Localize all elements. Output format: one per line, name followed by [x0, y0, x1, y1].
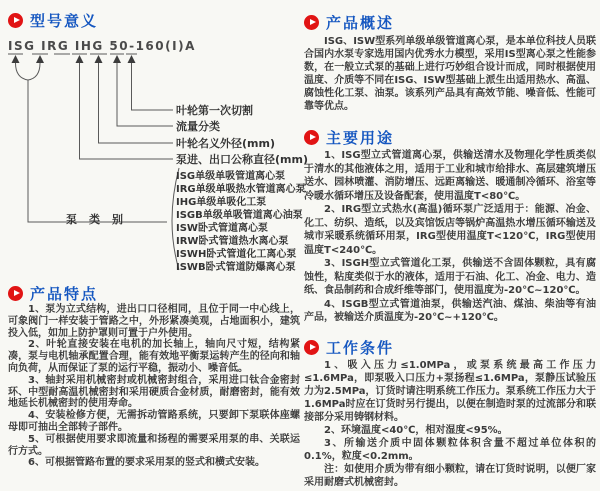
label-port-diameter: 泵进、出口公称直径(mm): [176, 153, 308, 166]
right-column: [304, 8, 596, 486]
label-pump-category: 泵类别: [66, 213, 135, 226]
paragraph: 注：如使用介质为带有细小颗粒，请在订货时说明，以便厂家采用耐磨式机械密封。: [304, 464, 596, 488]
paragraph: 3、轴封采用机械密封或机械密封组合，采用进口钛合金密封环、中型耐高温机械密封和采用硬质合金材质，耐磨密封，能有效地延长机械密封的使用寿命。: [8, 374, 300, 410]
pump-type-list: [176, 170, 306, 274]
pump-type-item: ISWH卧式管道化工离心泵: [176, 249, 297, 260]
section-arrow-icon: [8, 286, 23, 301]
paragraph: 3、ISGH型立式管道化工泵，供输送不含固体颗粒，具有腐蚀性，粘度类似于水的液体，适用于石油、化工、冶金、电力、造纸、食品制药和合成纤维等部门，使用温度为-20℃~120℃。: [304, 258, 596, 296]
uses-paragraphs: [304, 149, 596, 325]
left-column: [8, 8, 308, 486]
pump-type-item: ISWB卧式管道防爆离心泵: [176, 262, 296, 273]
section-header-conditions: [304, 337, 394, 357]
pump-type-item: ISW卧式管道离心泵: [176, 223, 268, 234]
section-title: 型号意义: [30, 11, 99, 30]
paragraph: ISG、ISW型系列单级单级管道离心泵，是本单位科技人员联合国内水泵专家选用国内优秀水力模型，采用IS型离心泵之性能参数，在一般立式泵的基础上进行巧妙组合设计而成，同时根据使用温度、介质等不同在ISG、ISW型基础上派生出适用热水、高温、腐蚀性化工泵、油泵。该系列产品具有高效节能、噪音低、性能可靠等优点。: [304, 36, 596, 112]
paragraph: 1、ISG型立式管道离心泵，供输送清水及物理化学性质类似于清水的其他液体之用，适用于工业和城市给排水、高层建筑增压送水、园林喷灌、消防增压、远距离输送、暖通制冷循环、浴室等冷暖水循环增压及设备配套，使用温度T<80℃。: [304, 150, 596, 202]
pump-type-item: IRG单级单吸热水管道离心泵: [176, 184, 306, 195]
paragraph: 2、叶轮直接安装在电机的加长轴上，轴向尺寸短，结构紧凑，泵与电机轴承配置合理，能有效地平衡泵运转产生的径向和轴向负荷，从而保证了泵的运行平稳，振动小、噪音低。: [8, 339, 300, 374]
section-arrow-icon: [304, 340, 319, 355]
paragraph: 1、吸入压力≤1.0MPa，或泵系统最高工作压力≤1.6MPa，即泵吸入口压力+泵扬程≤1.6MPa，泵静压试验压力为2.5MPa，订货时请注明系统工作压力。泵系统工作压力大于1.6MPa时应在订货时另行提出，以便在制造时泵的过流部分和联接部分采用铸钢材料。: [304, 360, 596, 423]
model-code: ISG IRG IHG 50-160(Ⅰ)A: [8, 39, 196, 53]
paragraph: 6、可根据管路布置的要求采用泵的竖式和横式安装。: [28, 457, 265, 469]
paragraph: 1、泵为立式结构，进出口口径相同，且位于同一中心线上，可象阀门一样安装于管路之中，外形紧凑美观，占地面积小，建筑投入低，如加上防护罩则可置于户外使用。: [8, 304, 300, 339]
label-flow-class: 流量分类: [176, 120, 220, 133]
section-arrow-icon: [8, 13, 23, 28]
paragraph: 4、安装检修方便，无需拆动管路系统，只要卸下泵联体座螺母即可抽出全部转子部件。: [8, 410, 300, 433]
section-header-uses: [304, 127, 394, 147]
features-paragraphs: [8, 304, 300, 469]
pump-type-item: ISG单级单吸管道离心泵: [176, 171, 286, 182]
section-header-model-meaning: [8, 10, 98, 30]
paragraph: 5、可根据使用要求即流量和扬程的需要采用泵的串、关联运行方式。: [8, 433, 300, 457]
overview-paragraphs: [304, 35, 596, 113]
section-arrow-icon: [304, 130, 319, 145]
section-arrow-icon: [304, 15, 319, 30]
conditions-paragraphs: [304, 359, 596, 489]
paragraph: 3、所输送介质中固体颗粒体积含量不超过单位体积的0.1%，粒度<0.2mm。: [304, 438, 596, 462]
paragraph: 2、环境温度<40℃，相对湿度<95%。: [324, 425, 508, 436]
section-title: 工作条件: [326, 338, 395, 357]
pump-type-item: IRW卧式管道热水离心泵: [176, 236, 289, 247]
section-title: 主要用途: [326, 128, 395, 147]
pump-type-item: ISGB单级单吸管道离心油泵: [176, 210, 303, 221]
section-title: 产品概述: [326, 13, 395, 32]
section-header-features: [8, 283, 98, 303]
section-title: 产品特点: [30, 284, 99, 303]
paragraph: 2、IRG型立式热水(高温)循环泵广泛适用于：能源、冶金、化工、纺织、造纸，以及宾馆饭店等锅炉高温热水增压循环输送及城市采暖系统循环用泵，IRG型使用温度T<120℃，IRG型使用温度T<240℃。: [304, 204, 596, 256]
paragraph: 4、ISGB型立式管道油泵，供输送汽油、煤油、柴油等有油产品，被输送介质温度为-20℃~+120℃。: [304, 298, 596, 323]
label-impeller-od: 叶轮名义外径(mm): [176, 137, 275, 150]
pump-type-item: IHG单级单吸化工泵: [176, 197, 267, 208]
label-impeller-first-cut: 叶轮第一次切割: [176, 104, 253, 117]
section-header-overview: [304, 12, 394, 32]
